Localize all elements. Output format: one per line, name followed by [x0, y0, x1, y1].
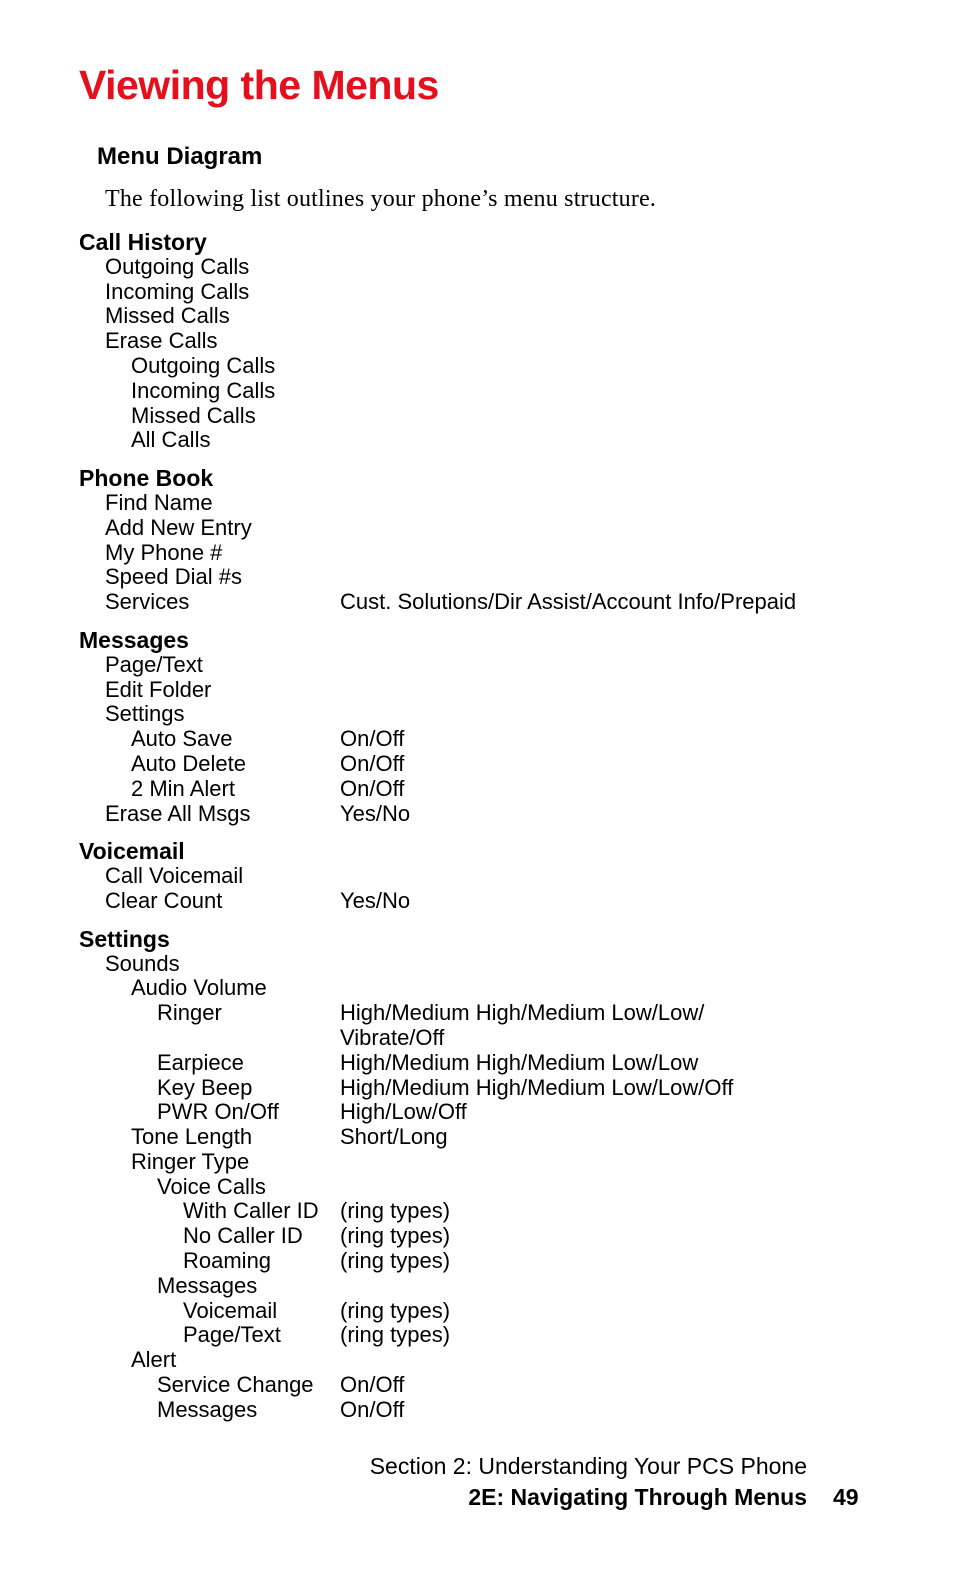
menu-item-options: On/Off: [340, 750, 405, 776]
menu-item-label: Services: [105, 589, 190, 615]
menu-item-options: High/Medium High/Medium Low/Low: [340, 1049, 699, 1075]
menu-item: [79, 379, 899, 404]
menu-item: [79, 1175, 899, 1200]
menu-heading: [79, 628, 899, 653]
menu-item-label: Auto Save: [131, 726, 233, 752]
menu-item-options: High/Medium High/Medium Low/Low/Off: [340, 1074, 734, 1100]
menu-item: [79, 802, 899, 827]
menu-diagram-list: [79, 230, 899, 1423]
menu-item-label: Messages: [157, 1272, 258, 1298]
menu-item-label: Phone Book: [79, 465, 214, 492]
menu-item: [79, 678, 899, 703]
menu-item-label: 2 Min Alert: [131, 775, 235, 801]
menu-item: [79, 516, 899, 541]
menu-item-label: With Caller ID: [183, 1198, 319, 1224]
menu-item-label: Missed Calls: [131, 402, 256, 428]
menu-item: [79, 428, 899, 453]
menu-item-label: Call Voicemail: [105, 863, 244, 889]
menu-heading: [79, 839, 899, 864]
menu-item: [79, 1274, 899, 1299]
menu-item-options: Yes/No: [340, 887, 411, 913]
menu-item-label: Voicemail: [79, 838, 185, 865]
menu-item-label: Earpiece: [157, 1049, 244, 1075]
menu-item: [79, 1199, 899, 1224]
menu-item-options: On/Off: [340, 1396, 405, 1422]
menu-item-label: Find Name: [105, 489, 213, 515]
menu-item: [79, 491, 899, 516]
menu-item: [79, 1076, 899, 1101]
menu-item-label: Outgoing Calls: [105, 253, 250, 279]
menu-item-label: Page/Text: [183, 1322, 281, 1348]
menu-item-label: Page/Text: [105, 651, 203, 677]
menu-item: [79, 1299, 899, 1324]
menu-item: [79, 1373, 899, 1398]
menu-heading: [79, 230, 899, 255]
menu-item: [79, 1125, 899, 1150]
menu-item: [79, 1398, 899, 1423]
menu-item-options: High/Medium High/Medium Low/Low/: [340, 1000, 705, 1026]
footer-chapter-title: 2E: Navigating Through Menus: [468, 1484, 807, 1510]
menu-item-label: Outgoing Calls: [131, 352, 276, 378]
menu-item: [79, 889, 899, 914]
menu-item: [79, 777, 899, 802]
menu-item-label: Speed Dial #s: [105, 564, 242, 590]
section-subtitle: Menu Diagram: [97, 143, 263, 170]
menu-item-label: Incoming Calls: [131, 377, 276, 403]
menu-item: [79, 255, 899, 280]
menu-item-label: Voicemail: [183, 1297, 278, 1323]
menu-heading: [79, 927, 899, 952]
menu-item: [79, 976, 899, 1001]
menu-item: [79, 329, 899, 354]
menu-item-label: Erase Calls: [105, 328, 218, 354]
menu-item: [79, 702, 899, 727]
menu-item: [79, 1100, 899, 1125]
menu-item: [79, 1348, 899, 1373]
menu-item-label: Voice Calls: [157, 1173, 266, 1199]
footer-section-title: Section 2: Understanding Your PCS Phone: [369, 1453, 807, 1479]
menu-item-label: Add New Entry: [105, 514, 252, 540]
menu-item-options: Cust. Solutions/Dir Assist/Account Info/Prepaid: [340, 589, 797, 615]
menu-item-options: Vibrate/Off: [340, 1024, 445, 1050]
menu-item-label: Key Beep: [157, 1074, 253, 1100]
menu-item-label: Clear Count: [105, 887, 223, 913]
menu-item-options: On/Off: [340, 1372, 405, 1398]
menu-item: [79, 354, 899, 379]
menu-item: [79, 727, 899, 752]
menu-item-label: Settings: [105, 701, 185, 727]
menu-item-label: Missed Calls: [105, 303, 230, 329]
menu-item-options: (ring types): [340, 1248, 451, 1274]
menu-item: [79, 541, 899, 566]
menu-item-label: Roaming: [183, 1248, 272, 1274]
menu-item-label: All Calls: [131, 427, 211, 453]
menu-item-options: (ring types): [340, 1223, 451, 1249]
menu-item-options: On/Off: [340, 775, 405, 801]
menu-item-label: Auto Delete: [131, 750, 246, 776]
menu-item: [79, 1051, 899, 1076]
menu-item-label: PWR On/Off: [157, 1099, 279, 1125]
menu-item-label: Settings: [79, 925, 170, 952]
page-title: Viewing the Menus: [79, 62, 439, 108]
menu-heading: [79, 466, 899, 491]
menu-item: [79, 1323, 899, 1348]
menu-item-label: No Caller ID: [183, 1223, 303, 1249]
menu-item-options: High/Low/Off: [340, 1099, 467, 1125]
menu-item-label: Ringer: [157, 1000, 222, 1026]
menu-item: [79, 404, 899, 429]
menu-item-options: Yes/No: [340, 800, 411, 826]
menu-item: [79, 1001, 899, 1026]
menu-item: [79, 752, 899, 777]
menu-item: [79, 565, 899, 590]
menu-item-label: Tone Length: [131, 1124, 253, 1150]
menu-item: [79, 952, 899, 977]
menu-item-options: (ring types): [340, 1297, 451, 1323]
menu-item: [79, 1150, 899, 1175]
menu-item-options: (ring types): [340, 1322, 451, 1348]
menu-item: [79, 1026, 899, 1051]
menu-item-label: Call History: [79, 229, 207, 255]
menu-item: [79, 280, 899, 305]
menu-item: [79, 1224, 899, 1249]
menu-item-label: Sounds: [105, 950, 180, 976]
menu-item-label: Alert: [131, 1347, 177, 1373]
menu-item-label: Edit Folder: [105, 676, 212, 702]
menu-item-label: Audio Volume: [131, 975, 267, 1001]
menu-item-label: My Phone #: [105, 539, 223, 565]
menu-item-options: (ring types): [340, 1198, 451, 1224]
page-number: 49: [833, 1484, 859, 1510]
menu-item-label: Service Change: [157, 1372, 314, 1398]
menu-item-options: On/Off: [340, 726, 405, 752]
menu-item: [79, 1249, 899, 1274]
menu-item-label: Messages: [157, 1396, 258, 1422]
menu-item-label: Messages: [79, 626, 189, 653]
menu-item: [79, 590, 899, 615]
intro-paragraph: The following list outlines your phone’s menu structure.: [105, 186, 657, 212]
menu-item: [79, 304, 899, 329]
menu-item-options: Short/Long: [340, 1124, 448, 1150]
menu-item-label: Incoming Calls: [105, 278, 250, 304]
menu-item: [79, 864, 899, 889]
menu-item: [79, 653, 899, 678]
menu-item-label: Erase All Msgs: [105, 800, 251, 826]
menu-item-label: Ringer Type: [131, 1148, 250, 1174]
